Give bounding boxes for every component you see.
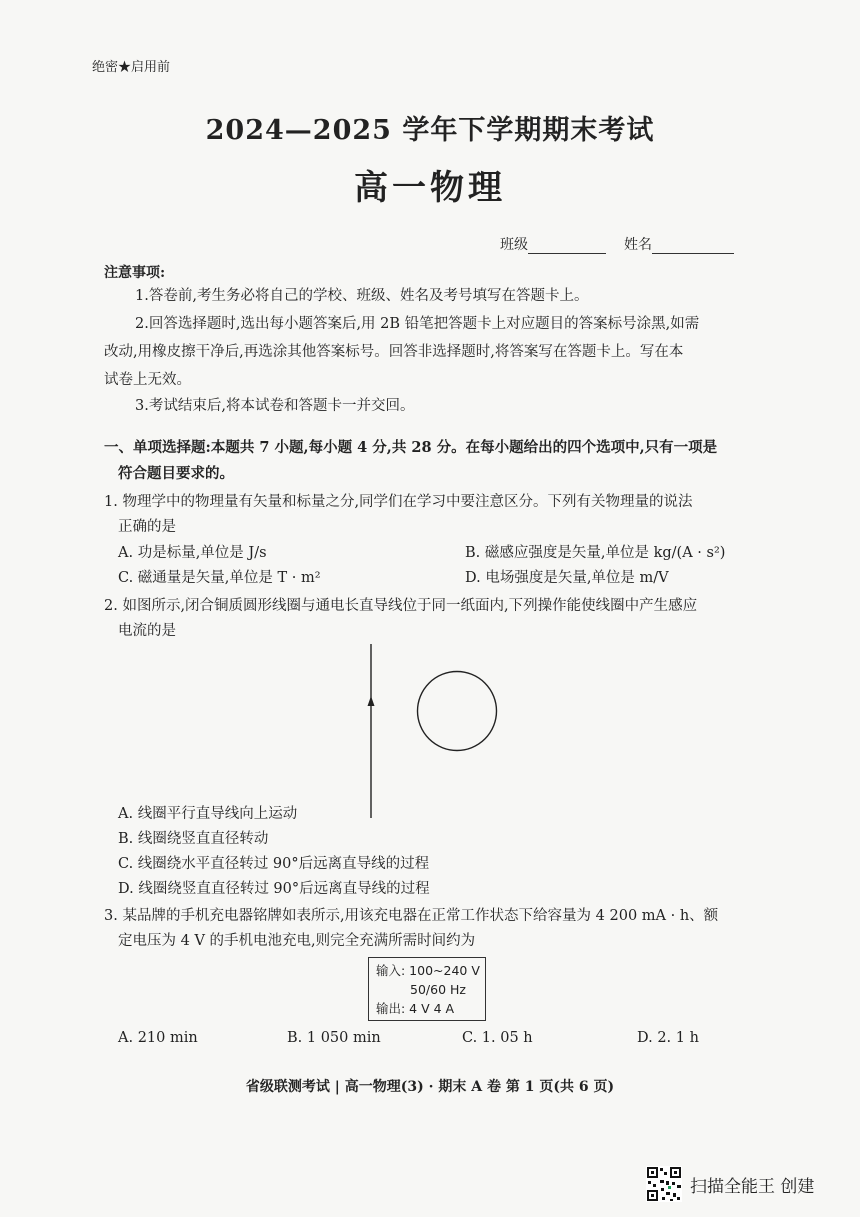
q3-option-c: C. 1. 05 h (462, 1030, 533, 1046)
note-item-2-line-2: 改动,用橡皮擦干净后,再选涂其他答案标号。回答非选择题时,将答案写在答题卡上。写在本 (104, 344, 684, 360)
notes-title: 注意事项: (104, 265, 166, 281)
q2-option-b: B. 线圈绕竖直直径转动 (118, 831, 269, 847)
q1-option-d: D. 电场强度是矢量,单位是 m/V (465, 570, 669, 586)
q3-option-d: D. 2. 1 h (637, 1030, 699, 1046)
name-blank (652, 237, 734, 254)
current-arrow-icon (368, 696, 375, 706)
note-item-1: 1.答卷前,考生务必将自己的学校、班级、姓名及考号填写在答题卡上。 (135, 288, 589, 304)
q2-option-a: A. 线圈平行直导线向上运动 (118, 806, 298, 822)
q3-option-b: B. 1 050 min (287, 1030, 381, 1046)
note-item-2-line-3: 试卷上无效。 (104, 372, 191, 388)
q1-option-b: B. 磁感应强度是矢量,单位是 kg/(A · s²) (465, 545, 726, 561)
name-field (624, 234, 734, 254)
nameplate-frequency: 50/60 Hz (410, 982, 466, 997)
section-1-heading-line-2: 符合题目要求的。 (118, 465, 234, 482)
wire-coil-figure (340, 640, 520, 820)
q2-stem-line-2: 电流的是 (118, 623, 176, 639)
page-footer: 省级联测考试 | 高一物理(3) · 期末 A 卷 第 1 页(共 6 页) (245, 1079, 615, 1095)
q2-option-d: D. 线圈绕竖直直径转过 90°后远离直导线的过程 (118, 881, 430, 897)
class-field (500, 234, 606, 254)
circular-coil (418, 672, 497, 751)
q2-option-c: C. 线圈绕水平直径转过 90°后远离直导线的过程 (118, 856, 430, 872)
section-1-heading-line-1: 一、单项选择题:本题共 7 小题,每小题 4 分,共 28 分。在每小题给出的四个选项中,只有一项是 (104, 439, 718, 456)
q1-option-c: C. 磁通量是矢量,单位是 T · m² (118, 570, 321, 586)
q1-stem-line-2: 正确的是 (118, 519, 176, 535)
nameplate-input: 输入: 100~240 V (376, 963, 480, 978)
note-item-3: 3.考试结束后,将本试卷和答题卡一并交回。 (135, 398, 415, 414)
q2-stem-line-1: 2. 如图所示,闭合铜质圆形线圈与通电长直导线位于同一纸面内,下列操作能使线圈中产生感应 (104, 598, 698, 614)
charger-nameplate (368, 957, 486, 1021)
q3-stem-line-1: 3. 某品牌的手机充电器铭牌如表所示,用该充电器在正常工作状态下给容量为 4 200 mA · h、额 (104, 908, 719, 924)
confidential-mark: 绝密★启用前 (92, 60, 171, 75)
scanner-watermark: 扫描全能王 创建 (690, 1177, 815, 1197)
q3-option-a: A. 210 min (118, 1030, 198, 1046)
note-item-2-line-1: 2.回答选择题时,选出每小题答案后,用 2B 铅笔把答题卡上对应题目的答案标号涂黑,如需 (135, 316, 700, 332)
class-blank (528, 237, 606, 254)
class-label: 班级 (500, 237, 528, 253)
q1-stem-line-1: 1. 物理学中的物理量有矢量和标量之分,同学们在学习中要注意区分。下列有关物理量的说法 (104, 494, 693, 510)
exam-subject: 高一物理 (354, 168, 506, 208)
q3-stem-line-2: 定电压为 4 V 的手机电池充电,则完全充满所需时间约为 (118, 933, 476, 949)
q1-option-a: A. 功是标量,单位是 J/s (118, 545, 267, 561)
exam-title: 2024—2025 学年下学期期末考试 (205, 115, 655, 146)
qr-code-icon (646, 1166, 682, 1202)
name-label: 姓名 (624, 237, 652, 253)
nameplate-output: 输出: 4 V 4 A (376, 1001, 455, 1016)
